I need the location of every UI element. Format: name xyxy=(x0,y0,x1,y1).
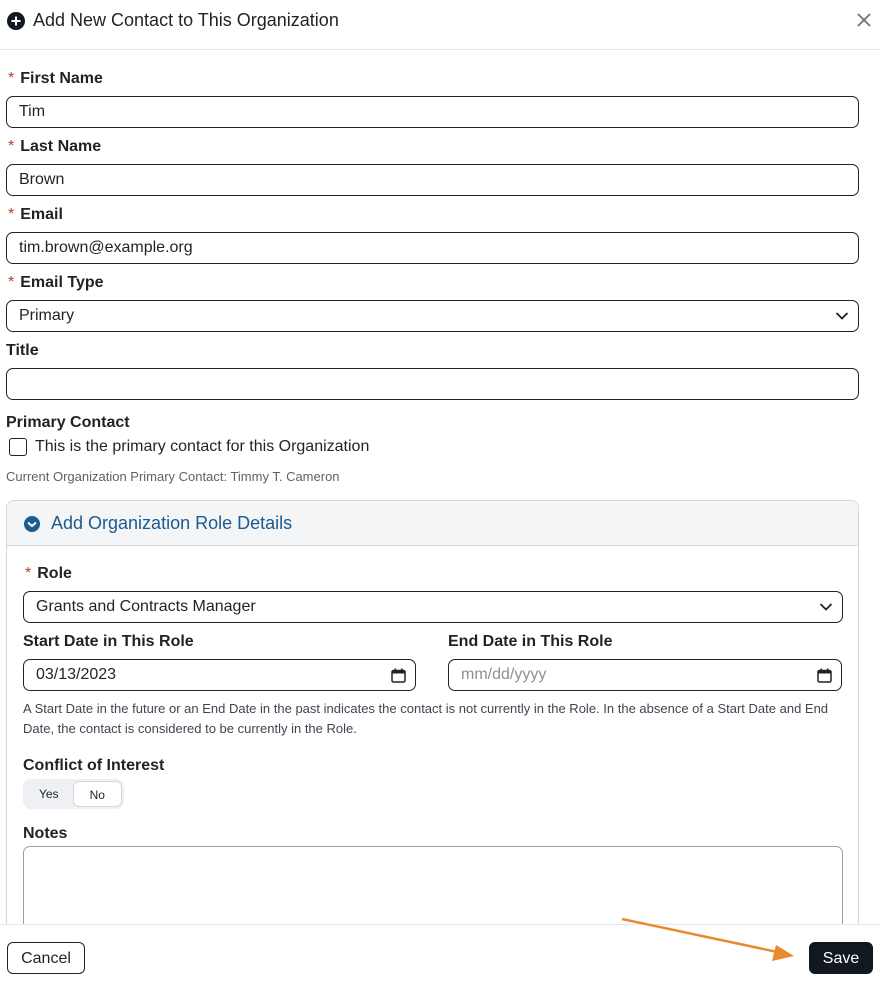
close-icon[interactable] xyxy=(855,11,873,29)
primary-contact-field xyxy=(6,412,859,434)
save-button[interactable]: Save xyxy=(809,942,873,974)
notes-textarea[interactable] xyxy=(23,846,843,924)
role-value: Grants and Contracts Manager xyxy=(36,598,256,615)
conflict-yes-option[interactable]: Yes xyxy=(38,787,59,801)
conflict-label: Conflict of Interest xyxy=(23,757,165,774)
cancel-button[interactable]: Cancel xyxy=(7,942,85,974)
first-name-label: * First Name xyxy=(8,70,103,87)
email-type-label: * Email Type xyxy=(8,274,104,291)
conflict-toggle[interactable] xyxy=(23,779,124,809)
email-type-select[interactable] xyxy=(6,300,859,332)
required-marker: * xyxy=(8,138,15,155)
title-field xyxy=(6,340,859,400)
role-details-header[interactable] xyxy=(7,501,858,546)
start-date-label: Start Date in This Role xyxy=(23,633,194,650)
calendar-icon[interactable] xyxy=(817,668,832,683)
required-marker: * xyxy=(8,206,15,223)
chevron-down-circle-icon[interactable] xyxy=(23,515,41,533)
start-date-input[interactable] xyxy=(23,659,416,691)
role-details-section xyxy=(6,500,859,924)
required-marker: * xyxy=(8,274,15,291)
first-name-input[interactable]: Tim xyxy=(6,96,859,128)
modal-title: Add New Contact to This Organization xyxy=(33,10,339,30)
end-date-placeholder: mm/dd/yyyy xyxy=(461,666,547,683)
end-date-label: End Date in This Role xyxy=(448,633,613,650)
email-type-field xyxy=(6,272,859,332)
current-primary-contact-text: Current Organization Primary Contact: Timmy T. Cameron xyxy=(6,469,340,484)
email-type-value: Primary xyxy=(19,307,75,324)
title-label: Title xyxy=(6,342,39,359)
calendar-icon[interactable] xyxy=(391,668,406,683)
last-name-input[interactable]: Brown xyxy=(6,164,859,196)
primary-contact-label: Primary Contact xyxy=(6,414,130,431)
conflict-no-option[interactable]: No xyxy=(73,781,123,807)
notes-label: Notes xyxy=(23,825,68,842)
conflict-field xyxy=(23,755,164,777)
required-marker: * xyxy=(25,565,32,582)
role-field xyxy=(23,563,843,623)
role-select[interactable] xyxy=(23,591,843,623)
chevron-down-icon xyxy=(819,601,833,613)
first-name-field xyxy=(6,68,859,128)
notes-field xyxy=(23,823,67,845)
last-name-field xyxy=(6,136,859,196)
role-details-title[interactable]: Add Organization Role Details xyxy=(51,513,293,533)
end-date-input[interactable] xyxy=(448,659,842,691)
modal-header xyxy=(0,0,880,50)
plus-circle-icon xyxy=(7,12,25,30)
role-dates-help-text: A Start Date in the future or an End Date in the past indicates the contact is not currently in the Role. In the absence of a Start Date and End Date, the contact is considered to be currently in the Role. xyxy=(23,701,829,736)
start-date-field xyxy=(23,631,416,691)
start-date-value: 03/13/2023 xyxy=(36,666,117,683)
modal-body[interactable] xyxy=(0,51,880,924)
primary-contact-checkbox-row[interactable] xyxy=(9,436,369,458)
end-date-field xyxy=(448,631,842,691)
primary-contact-checkbox-label[interactable]: This is the primary contact for this Organization xyxy=(35,438,370,455)
role-label: * Role xyxy=(25,565,72,582)
primary-contact-checkbox[interactable] xyxy=(9,438,27,456)
email-label: * Email xyxy=(8,206,63,223)
last-name-label: * Last Name xyxy=(8,138,102,155)
email-field xyxy=(6,204,859,264)
required-marker: * xyxy=(8,70,15,87)
title-input[interactable] xyxy=(6,368,859,400)
modal-footer xyxy=(0,924,880,983)
chevron-down-icon xyxy=(835,310,849,322)
email-input[interactable]: tim.brown@example.org xyxy=(6,232,859,264)
